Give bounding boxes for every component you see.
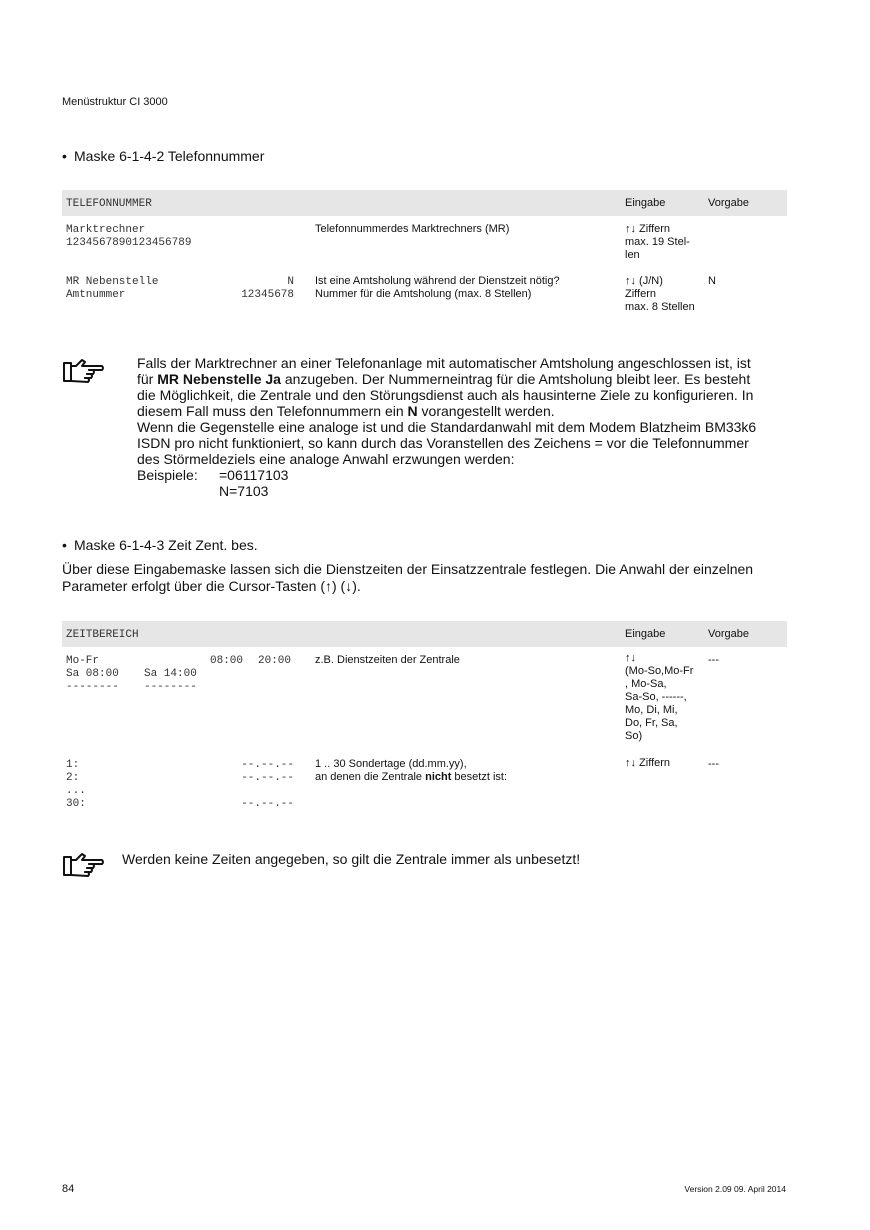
row-description: Telefonnummerdes Marktrechners (MR) bbox=[315, 223, 510, 235]
section-intro: Über diese Eingabemaske lassen sich die Dienstzeiten der Einsatzzentrale festlegen. Die Anwahl der einzelnen Parameter erfolgt über die Cursor-Tasten (↑) (↓). bbox=[62, 561, 754, 594]
row-input-line: ↑↓ (J/N) bbox=[625, 275, 663, 287]
note-line: die Möglichkeit, die Zentrale und den Störungsdienst auch als hausinterne Ziele zu konfigurieren. In bbox=[137, 387, 754, 403]
running-header: Menüstruktur CI 3000 bbox=[62, 96, 168, 108]
version-info: Version 2.09 09. April 2014 bbox=[684, 1184, 786, 1194]
column-header-vorgabe: Vorgabe bbox=[708, 197, 749, 209]
row-default: --- bbox=[708, 654, 719, 666]
mask-field-value: N bbox=[287, 276, 294, 288]
pointing-hand-icon bbox=[62, 851, 106, 884]
row-description: z.B. Dienstzeiten der Zentrale bbox=[315, 654, 460, 666]
mask-field-value: -------- bbox=[66, 681, 119, 693]
bullet: • bbox=[62, 148, 67, 164]
row-default: --- bbox=[708, 758, 719, 770]
note-block bbox=[137, 355, 797, 499]
row-input-line: len bbox=[625, 249, 640, 261]
mask-field-label: Marktrechner bbox=[66, 224, 146, 236]
mask-title: ZEITBEREICH bbox=[66, 629, 139, 641]
row-description: an denen die Zentrale nicht besetzt ist: bbox=[315, 771, 508, 783]
table-header-zeitbereich bbox=[62, 621, 787, 647]
mask-field-value: Sa 14:00 bbox=[144, 668, 197, 680]
column-header-eingabe: Eingabe bbox=[625, 197, 666, 209]
mask-field-value: -------- bbox=[144, 681, 197, 693]
section-title-telefonnummer bbox=[62, 148, 264, 164]
note-line: ISDN pro nicht funktioniert, so kann durch das Voranstellen des Zeichens = vor die Telefonnummer bbox=[137, 435, 749, 451]
section-title-zeit-zent bbox=[62, 537, 258, 553]
pointing-hand-icon bbox=[62, 357, 106, 390]
note-line: diesem Fall muss den Telefonnummern ein N vorangestellt werden. bbox=[137, 403, 555, 419]
page-number: 84 bbox=[62, 1183, 75, 1195]
mask-field-value: --.--.-- bbox=[241, 798, 294, 810]
mask-field-label: MR Nebenstelle bbox=[66, 276, 159, 288]
row-default: N bbox=[708, 275, 716, 287]
mask-field-label: 30: bbox=[66, 798, 86, 810]
mask-title: TELEFONNUMMER bbox=[66, 198, 152, 210]
note-line: für MR Nebenstelle Ja anzugeben. Der Nummerneintrag für die Amtsholung bleibt leer. Es besteht bbox=[137, 371, 751, 387]
section-title-text: Maske 6-1-4-3 Zeit Zent. bes. bbox=[74, 537, 258, 553]
mask-field-value: 1234567890123456789 bbox=[66, 237, 192, 249]
row-input-line: ↑↓ Ziffern bbox=[625, 223, 671, 235]
mask-field-value: --.--.-- bbox=[241, 759, 294, 771]
row-input-line: Ziffern bbox=[625, 288, 656, 300]
note-line: Wenn die Gegenstelle eine analoge ist und die Standardanwahl mit dem Modem Blatzheim BM33k6 bbox=[137, 419, 757, 435]
bullet: • bbox=[62, 537, 67, 553]
mask-field-label: Mo-Fr bbox=[66, 655, 100, 667]
section-title-text: Maske 6-1-4-2 Telefonnummer bbox=[74, 148, 265, 164]
mask-field-label: 1: bbox=[66, 759, 80, 771]
table-header-telefonnummer bbox=[62, 190, 787, 216]
note-example-line: N=7103 bbox=[219, 483, 269, 499]
mask-field-value: 08:00 bbox=[210, 655, 244, 667]
note-text: Werden keine Zeiten angegeben, so gilt die Zentrale immer als unbesetzt! bbox=[122, 851, 581, 867]
note-line: Falls der Marktrechner an einer Telefonanlage mit automatischer Amtsholung angeschlossen ist, ist bbox=[137, 355, 751, 371]
mask-field-value: --.--.-- bbox=[241, 772, 294, 784]
note-example-line: Beispiele: =06117103 bbox=[137, 467, 289, 483]
row-input-line: max. 19 Stel- bbox=[625, 236, 690, 248]
mask-field-value: 12345678 bbox=[241, 289, 294, 301]
note-line: des Störmeldeziels eine analoge Anwahl erzwungen werden: bbox=[137, 451, 515, 467]
row-input-line: ↑↓ Ziffern bbox=[625, 757, 671, 769]
mask-field-value: Sa 08:00 bbox=[66, 668, 119, 680]
row-description: 1 .. 30 Sondertage (dd.mm.yy), bbox=[315, 758, 467, 770]
row-description: Ist eine Amtsholung während der Dienstzeit nötig? bbox=[315, 275, 560, 287]
mask-field-value: 20:00 bbox=[258, 655, 292, 667]
mask-field-label: Amtnummer bbox=[66, 289, 126, 301]
row-input-line: max. 8 Stellen bbox=[625, 301, 695, 313]
mask-field-label: 2: bbox=[66, 772, 80, 784]
column-header-eingabe: Eingabe bbox=[625, 628, 666, 640]
column-header-vorgabe: Vorgabe bbox=[708, 628, 749, 640]
row-input-options: ↑↓ (Mo-So,Mo-Fr , Mo-Sa, Sa-So, ------, Mo, Di, Mi, Do, Fr, Sa, So) bbox=[625, 652, 694, 742]
row-description: Nummer für die Amtsholung (max. 8 Stellen) bbox=[315, 288, 532, 300]
mask-field-label: ... bbox=[66, 785, 86, 797]
